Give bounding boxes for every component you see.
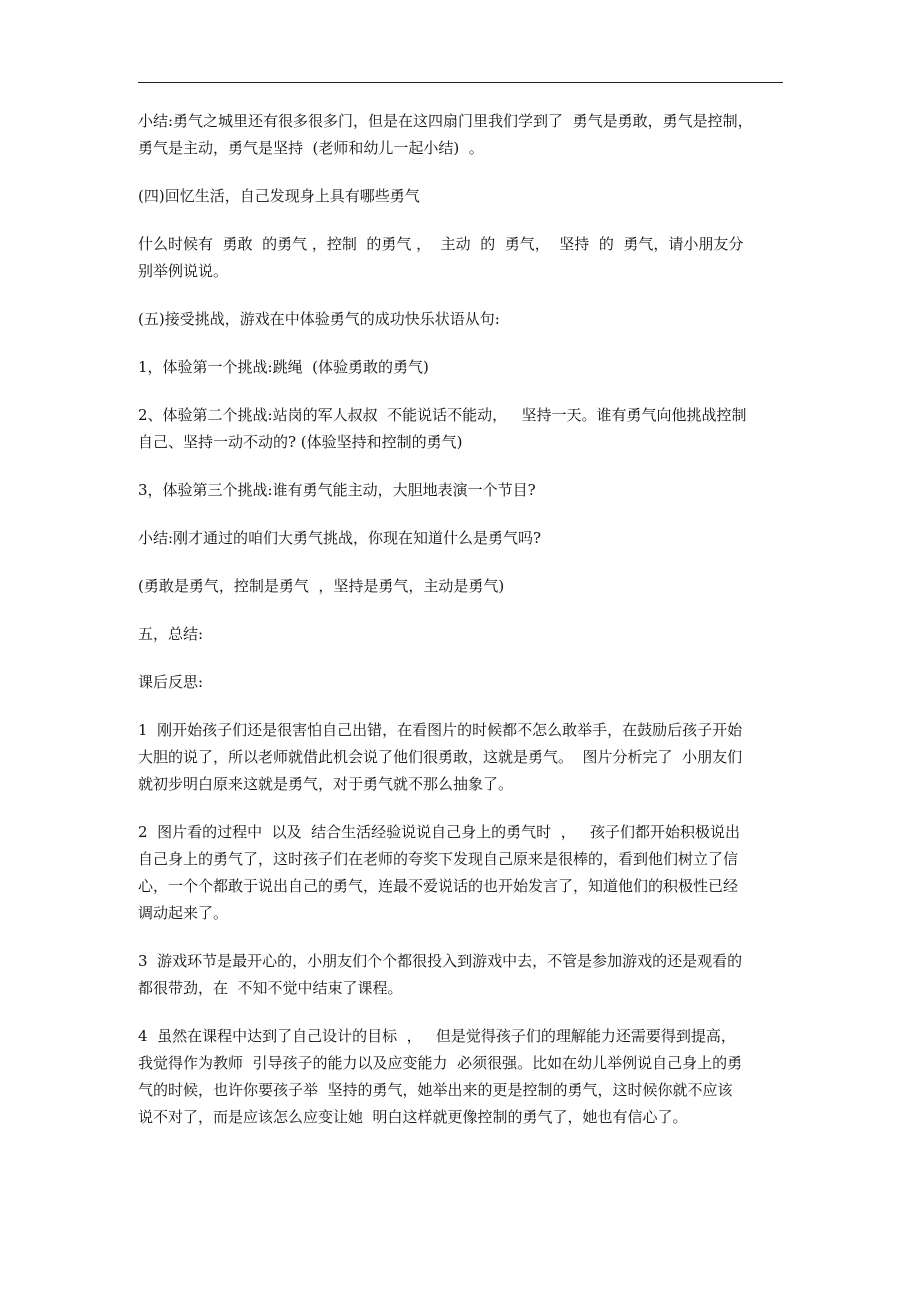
paragraph-7 — [138, 477, 798, 504]
paragraph-14 — [138, 948, 798, 1002]
paragraph-line: 小结:勇气之城里还有很多很多门，但是在这四扇门里我们学到了 勇气是勇敢，勇气是控制， — [138, 112, 753, 130]
paragraph-line: 都很带劲，在 不知不觉中结束了课程。 — [138, 979, 403, 997]
paragraph-13 — [138, 819, 798, 927]
paragraph-2 — [138, 183, 798, 210]
paragraph-line: 五，总结: — [138, 625, 204, 643]
paragraph-9 — [138, 573, 798, 600]
paragraph-line: 1 刚开始孩子们还是很害怕自己出错，在看图片的时候都不怎么敢举手，在鼓励后孩子开始 — [138, 721, 743, 739]
paragraph-10 — [138, 621, 798, 648]
paragraph-line: 心，一个个都敢于说出自己的勇气，连最不爱说话的也开始发言了，知道他们的积极性已经 — [138, 877, 739, 895]
paragraph-5 — [138, 354, 798, 381]
paragraph-line: 2 图片看的过程中 以及 结合生活经验说说自己身上的勇气时 ， 孩子们都开始积极说出 — [138, 823, 740, 841]
paragraph-4 — [138, 306, 798, 333]
paragraph-line: 课后反思: — [138, 673, 204, 691]
paragraph-line: (四)回忆生活，自己发现身上具有哪些勇气 — [138, 187, 420, 205]
header-rule — [138, 82, 783, 83]
paragraph-6 — [138, 402, 798, 456]
paragraph-line: 勇气是主动，勇气是坚持 (老师和幼儿一起小结) 。 — [138, 139, 484, 157]
paragraph-line: 大胆的说了，所以老师就借此机会说了他们很勇敢，这就是勇气。 图片分析完了 小朋友们 — [138, 748, 743, 766]
paragraph-line: 自己、坚持一动不动的? (体验坚持和控制的勇气) — [138, 433, 463, 451]
paragraph-1 — [138, 108, 798, 162]
paragraph-line: 3，体验第三个挑战:谁有勇气能主动，大胆地表演一个节目? — [138, 481, 536, 499]
paragraph-line: (勇敢是勇气，控制是勇气 ，坚持是勇气，主动是勇气) — [138, 577, 505, 595]
paragraph-11 — [138, 669, 798, 696]
paragraph-line: 我觉得作为教师 引导孩子的能力以及应变能力 必须很强。比如在幼儿举例说自己身上的勇 — [138, 1054, 743, 1072]
paragraph-line: 调动起来了。 — [138, 904, 229, 922]
paragraph-line: 2、体验第二个挑战:站岗的军人叔叔 不能说话不能动， 坚持一天。谁有勇气向他挑战控制 — [138, 406, 747, 424]
paragraph-3 — [138, 231, 798, 285]
paragraph-12 — [138, 717, 798, 798]
document-body — [138, 108, 798, 1152]
paragraph-15 — [138, 1023, 798, 1131]
paragraph-line: 什么时候有 勇敢 的勇气 ，控制 的勇气 ， 主动 的 勇气， 坚持 的 勇气，请小朋友分 — [138, 235, 744, 253]
paragraph-8 — [138, 525, 798, 552]
paragraph-line: 4 虽然在课程中达到了自己设计的目标 ， 但是觉得孩子们的理解能力还需要得到提高， — [138, 1027, 736, 1045]
paragraph-line: 说不对了，而是应该怎么应变让她 明白这样就更像控制的勇气了，她也有信心了。 — [138, 1108, 688, 1126]
paragraph-line: 3 游戏环节是最开心的，小朋友们个个都很投入到游戏中去，不管是参加游戏的还是观看的 — [138, 952, 743, 970]
paragraph-line: 气的时候，也许你要孩子举 坚持的勇气，她举出来的更是控制的勇气，这时候你就不应该 — [138, 1081, 733, 1099]
paragraph-line: 1，体验第一个挑战:跳绳 (体验勇敢的勇气) — [138, 358, 429, 376]
paragraph-line: 别举例说说。 — [138, 262, 229, 280]
paragraph-line: 就初步明白原来这就是勇气，对于勇气就不那么抽象了。 — [138, 775, 514, 793]
paragraph-line: (五)接受挑战，游戏在中体验勇气的成功快乐状语从句: — [138, 310, 500, 328]
paragraph-line: 自己身上的勇气了，这时孩子们在老师的夸奖下发现自己原来是很棒的，看到他们树立了信 — [138, 850, 739, 868]
paragraph-line: 小结:刚才通过的咱们大勇气挑战，你现在知道什么是勇气吗? — [138, 529, 542, 547]
